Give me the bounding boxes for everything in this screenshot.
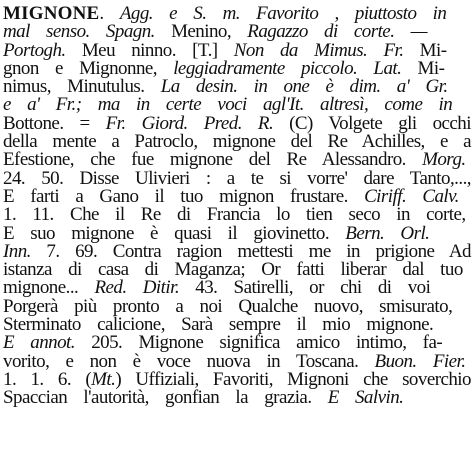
italic-text: Inn. — [3, 240, 31, 262]
text-run: 24. 50. Disse Ulivieri : a te si vorre' dare Tanto,..., — [3, 167, 471, 189]
text-run: 7. 69. Contra ragion mettesti me in prigione Ad — [30, 240, 471, 262]
text-run: gnon e Mignonne, — [3, 57, 174, 79]
italic-text: Red. Ditir. — [94, 277, 180, 299]
text-run: (C) Volgete gli occhi — [273, 112, 471, 134]
text-run: Mi- — [401, 57, 445, 79]
text-run: ) Uffiziali, Favoriti, Mignoni che soverchio — [115, 368, 471, 390]
text-run: Efestione, che fue mignone del Re Alessandro. — [3, 149, 423, 171]
text-run: Menino, — [154, 21, 248, 43]
text-run: nimus, Minutulus. — [3, 76, 161, 98]
text-run: Porgerà più pronto a noi Qualche nuovo, smisurato, — [3, 295, 453, 317]
italic-text: mal senso. Spagn. — [3, 21, 155, 43]
entry-line — [3, 389, 403, 407]
text-run: 1. 1. 6. ( — [3, 368, 92, 390]
text-run: Mi- — [403, 39, 447, 61]
italic-text: Morg. — [422, 149, 466, 171]
italic-text: Buon. Fier. — [374, 350, 466, 372]
italic-text: Mt. — [91, 368, 116, 390]
italic-text: Agg. e S. m. Favorito , piuttosto in — [119, 3, 447, 24]
text-run: Sterminato calicione, Sarà sempre il mio mignone. — [3, 314, 434, 336]
text-run: istanza di casa di Maganza; Or fatti liberar dal tuo — [3, 259, 463, 281]
italic-text: Ragazzo di corte. — — [247, 21, 427, 43]
text-run: 43. Satirelli, or chi di voi — [179, 277, 431, 299]
text-run: 1. 11. Che il Re di Francia lo tien seco in corte, — [3, 204, 466, 226]
italic-text: E Salvin. — [327, 387, 404, 409]
text-run: 205. Mignone significa amico intimo, fa- — [75, 332, 443, 354]
text-run: Bottone. = — [3, 112, 106, 134]
text-run: della mente a Patroclo, mignone del Re Achilles, e a — [3, 131, 471, 153]
text-run: Meu ninno. [T.] — [65, 39, 234, 61]
text-run: Spaccian l'autorità, gonfian la grazia. — [3, 387, 328, 409]
italic-text: Non da Mimus. Fr. — [233, 39, 404, 61]
text-run: . — [99, 3, 120, 24]
text-run: mignone... — [3, 277, 95, 299]
headword: MIGNONE — [3, 3, 100, 24]
text-run: vorito, e non è voce nuova in Toscana. — [3, 350, 375, 372]
text-run: E farti a Gano il tuo mignon frustare. — [3, 185, 365, 207]
italic-text: Portogh. — [3, 39, 66, 61]
italic-text: La desin. in one è dim. a' Gr. — [160, 76, 448, 98]
italic-text: Fr. Giord. Pred. R. — [105, 112, 274, 134]
italic-text: E annot. — [3, 332, 75, 354]
italic-text: Bern. Orl. — [345, 222, 430, 244]
text-run: E suo mignone è quasi il giovinetto. — [3, 222, 346, 244]
italic-text: leggiadramente piccolo. Lat. — [173, 57, 402, 79]
dictionary-entry — [3, 5, 471, 408]
italic-text: Ciriff. Calv. — [364, 185, 459, 207]
italic-text: e a' Fr.; ma in certe voci agl'It. altresì, come in — [3, 94, 453, 116]
